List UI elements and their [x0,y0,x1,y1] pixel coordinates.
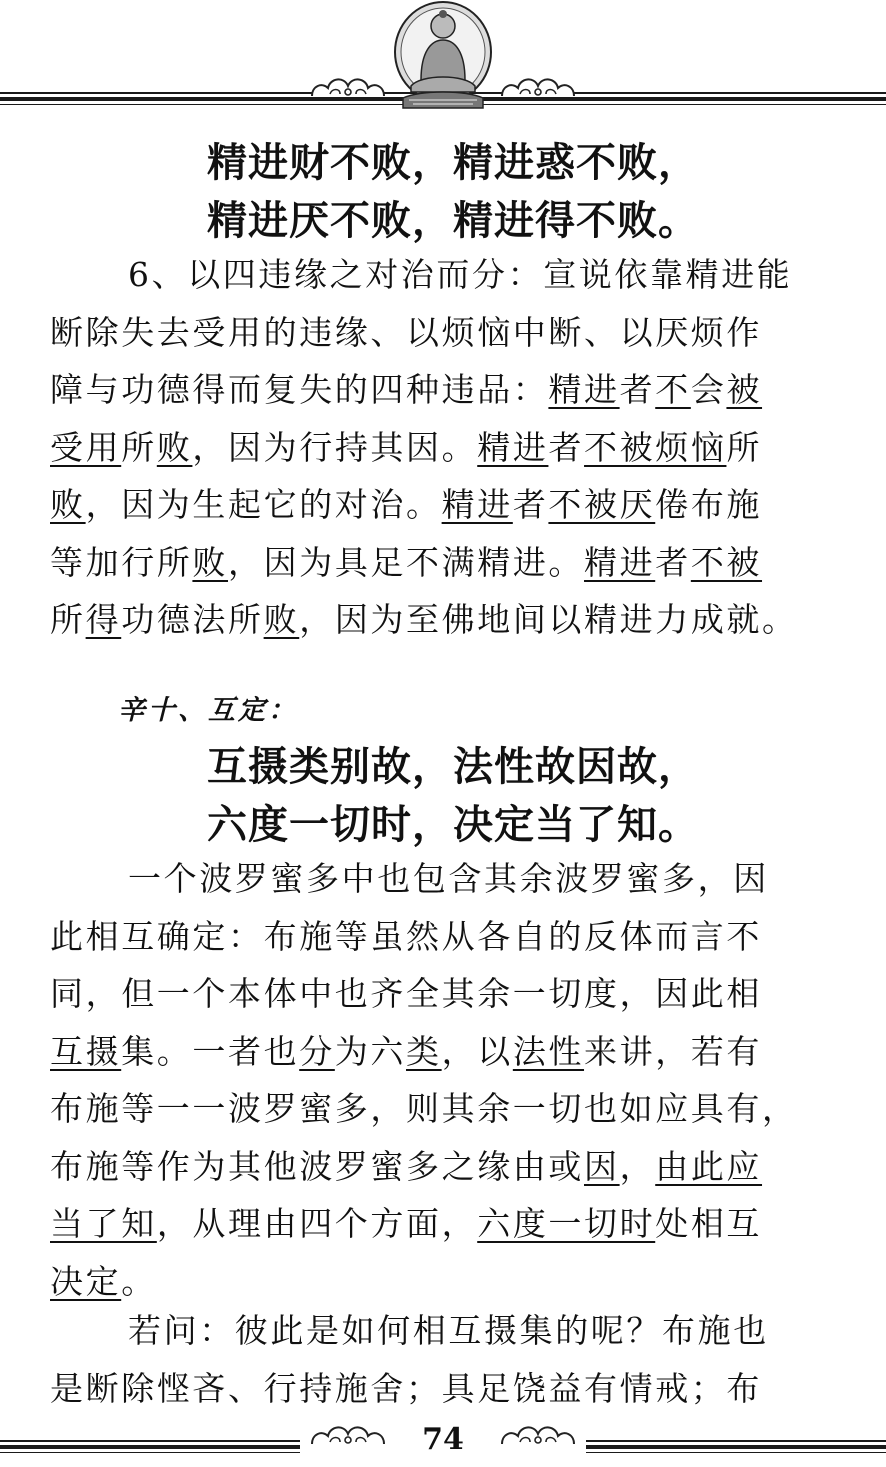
underlined-term: 不被 [690,542,763,582]
text-line: 此相互确定：布施等虽然从各自的反体而言不 [50,916,762,956]
underlined-term: 败 [156,427,193,467]
paragraph-1 [50,246,840,649]
underlined-term: 不被烦恼 [584,427,727,467]
text-line: 若问：彼此是如何相互摄集的呢？布施也 [128,1311,769,1350]
text-line: 决定。 [50,1261,157,1301]
text-line: 障与功德得而复失的四种违品：精进者不会被 [50,370,763,409]
text-line: 断除失去受用的违缘、以烦恼中断、以厌烦作 [50,312,762,352]
text-line: 等加行所败，因为具足不满精进。精进者不被 [50,542,763,582]
underlined-term: 精进 [441,485,513,524]
verse-line: 六度一切时，决定当了知。 [207,802,699,848]
underlined-term: 被 [726,370,763,409]
underlined-term: 精进 [584,542,656,582]
paragraph-2 [50,850,840,1310]
text-line: 所得功德法所败，因为至佛地间以精进力成就。 [50,600,798,639]
underlined-term: 败 [192,542,229,582]
text-line: 一个波罗蜜多中也包含其余波罗蜜多，因 [128,859,769,898]
page-number: 74 [422,1422,464,1457]
section-heading: 辛十、互定： [118,695,298,726]
underlined-term: 决定 [50,1261,122,1301]
underlined-term: 精进 [477,427,549,467]
text-line: 是断除悭吝、行持施舍；具足饶益有情戒；布 [50,1368,762,1408]
buddha-emblem-icon [391,0,495,112]
paragraph-3 [50,1302,840,1417]
underlined-term: 不 [655,370,691,409]
verse-line: 互摄类别故，法性故因故， [207,744,699,790]
text-line: 6、以四违缘之对治而分：宣说依靠精进能 [128,255,793,294]
text-line: 当了知，从理由四个方面，六度一切时处相互 [50,1204,763,1243]
cloud-ornament-icon [308,72,388,102]
text-line: 布施等作为其他波罗蜜多之缘由或因，由此应 [50,1146,763,1186]
underlined-term: 由此应 [655,1146,763,1186]
underlined-term: 败 [263,600,300,639]
underlined-term: 六度一切时 [477,1204,656,1243]
text-line: 互摄集。一者也分为六类，以法性来讲，若有 [50,1031,763,1071]
underlined-term: 分 [299,1031,335,1071]
underlined-term: 法性 [512,1031,585,1071]
underlined-term: 当了知 [50,1204,157,1243]
underlined-term: 精进 [548,370,620,409]
underlined-term: 互摄 [50,1031,122,1071]
text-line: 布施等一一波罗蜜多，则其余一切也如应具有， [50,1089,798,1128]
underlined-term: 受用 [50,427,122,467]
underlined-term: 因 [584,1146,620,1186]
underlined-term: 败 [50,485,86,524]
underlined-term: 不被厌 [548,485,656,524]
underlined-term: 得 [85,600,122,639]
verse-1 [0,134,886,250]
cloud-ornament-icon [498,72,578,102]
underlined-term: 类 [406,1031,442,1071]
text-line: 受用所败，因为行持其因。精进者不被烦恼所 [50,427,763,467]
verse-2 [0,738,886,854]
verse-line: 精进厌不败，精进得不败。 [207,198,699,244]
verse-line: 精进财不败，精进惑不败， [207,140,699,186]
text-line: 同，但一个本体中也齐全其余一切度，因此相 [50,974,762,1013]
text-line: 败，因为生起它的对治。精进者不被厌倦布施 [50,485,763,524]
